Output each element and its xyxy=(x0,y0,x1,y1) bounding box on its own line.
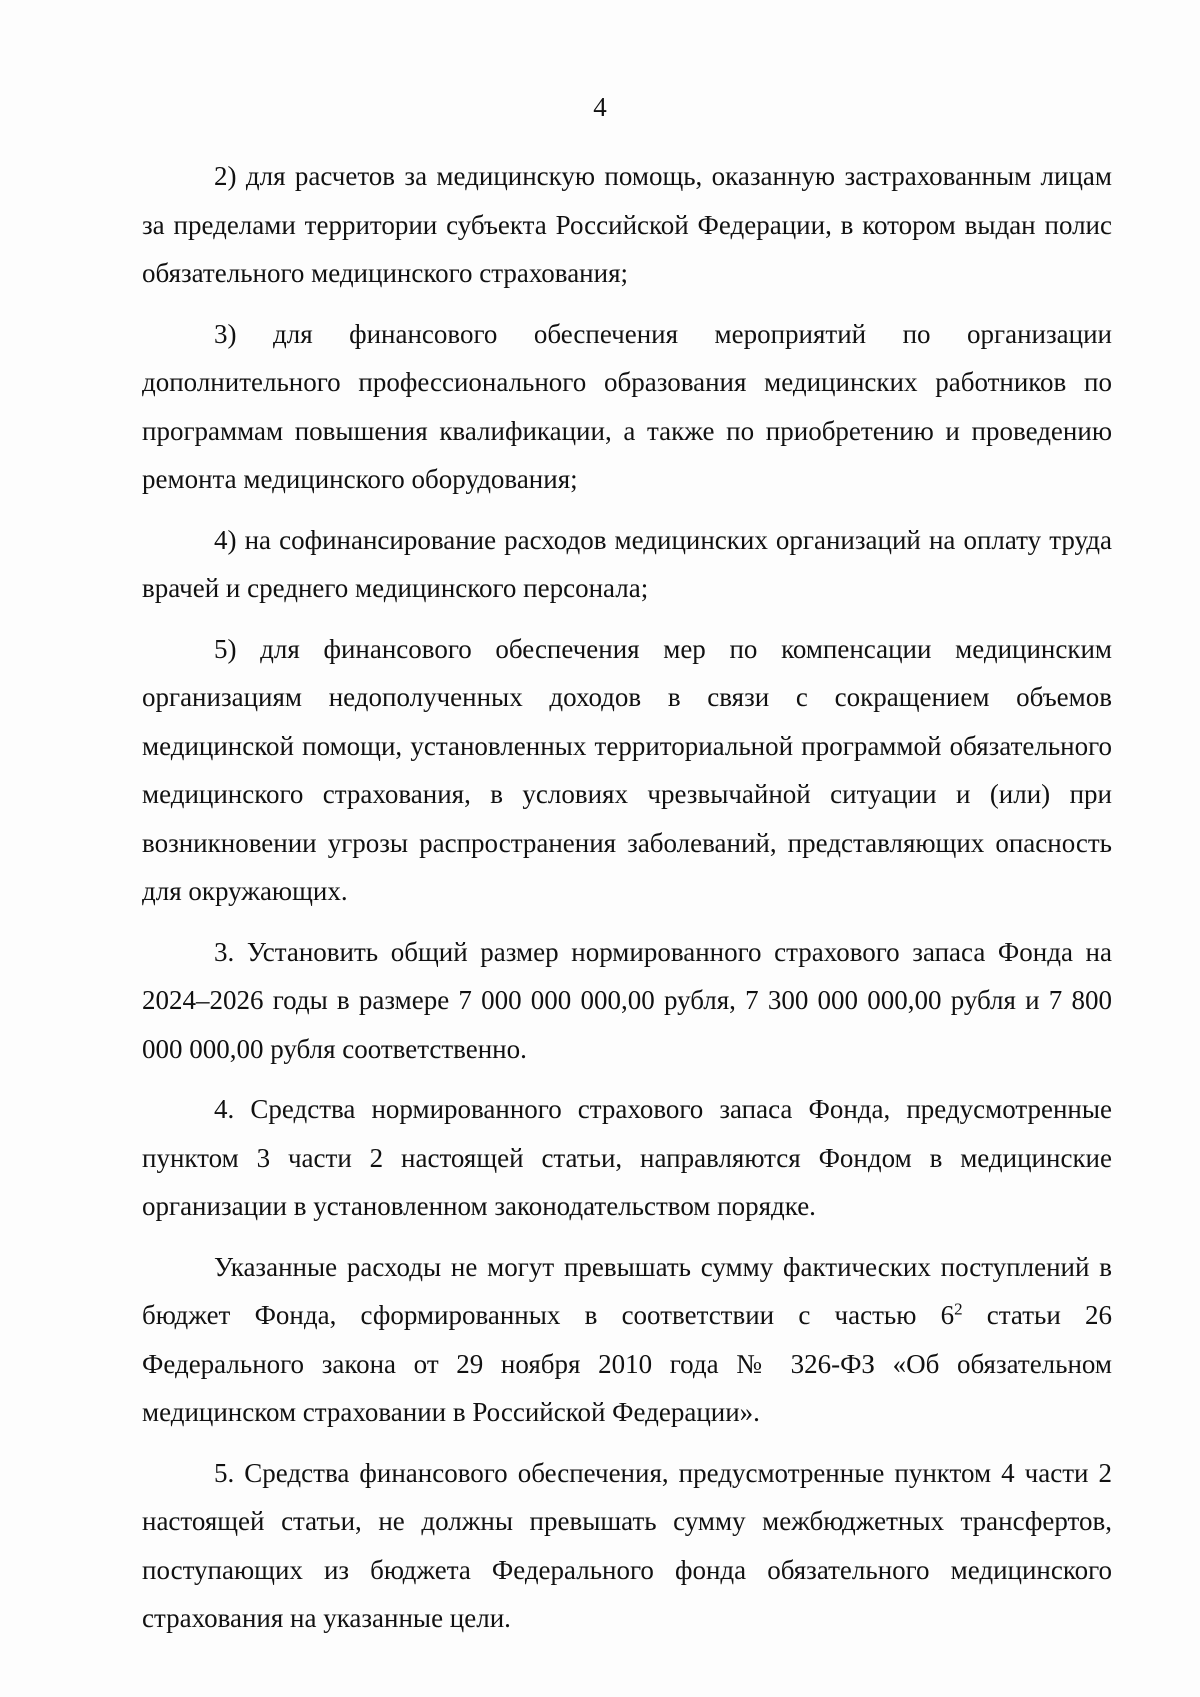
superscript-part-number: 2 xyxy=(954,1299,963,1319)
page-number: 4 xyxy=(593,92,607,122)
paragraph-item-5: 5) для финансового обеспечения мер по компенсации медицинским организациям недополученных доходов в связи с сокращением объемов медицинской помощи, установленных территориальной программой обязательного медицинского страхования, в условиях чрезвычайной ситуации и (или) при возникновении угрозы распространения заболеваний, представляющих опасность для окружающих. xyxy=(142,633,1112,906)
paragraph-item-3: 3) для финансового обеспечения мероприятий по организации дополнительного профессионального образования медицинских работников по программам повышения квалификации, а также по приобретению и проведению ремонта медицинского оборудования; xyxy=(142,318,1112,494)
paragraph-clause-4: 4. Средства нормированного страхового запаса Фонда, предусмотренные пунктом 3 части 2 настоящей статьи, направляются Фондом в медицинские организации в установленном законодательством порядке. xyxy=(142,1094,1112,1221)
paragraph-item-4: 4) на софинансирование расходов медицинских организаций на оплату труда врачей и среднего медицинского персонала; xyxy=(142,524,1112,603)
paragraph-item-2: 2) для расчетов за медицинскую помощь, оказанную застрахованным лицам за пределами территории субъекта Российской Федерации, в котором выдан полис обязательного медицинского страхования; xyxy=(142,161,1112,288)
paragraph-expense-limit xyxy=(142,1243,1112,1437)
expense-limit-text-end: статьи 26 Федерального закона от 29 ноября 2010 года № 326-ФЗ «Об обязательном медицинском страховании в Российской Федерации». xyxy=(142,1300,1112,1427)
paragraph-clause-3: 3. Установить общий размер нормированного страхового запаса Фонда на 2024–2026 годы в размере 7 000 000 000,00 рубля, 7 300 000 000,00 рубля и 7 800 000 000,00 рубля соответственно. xyxy=(142,936,1112,1064)
paragraph-clause-5: 5. Средства финансового обеспечения, предусмотренные пунктом 4 части 2 настоящей статьи, не должны превышать сумму межбюджетных трансфертов, поступающих из бюджета Федерального фонда обязательного медицинского страхования на указанные цели. xyxy=(142,1457,1112,1633)
expense-limit-text-start: Указанные расходы не могут превышать сумму фактических поступлений в бюджет Фонда, сформированных в соответствии с частью 6 xyxy=(142,1251,1112,1330)
document-body xyxy=(142,152,1112,1655)
